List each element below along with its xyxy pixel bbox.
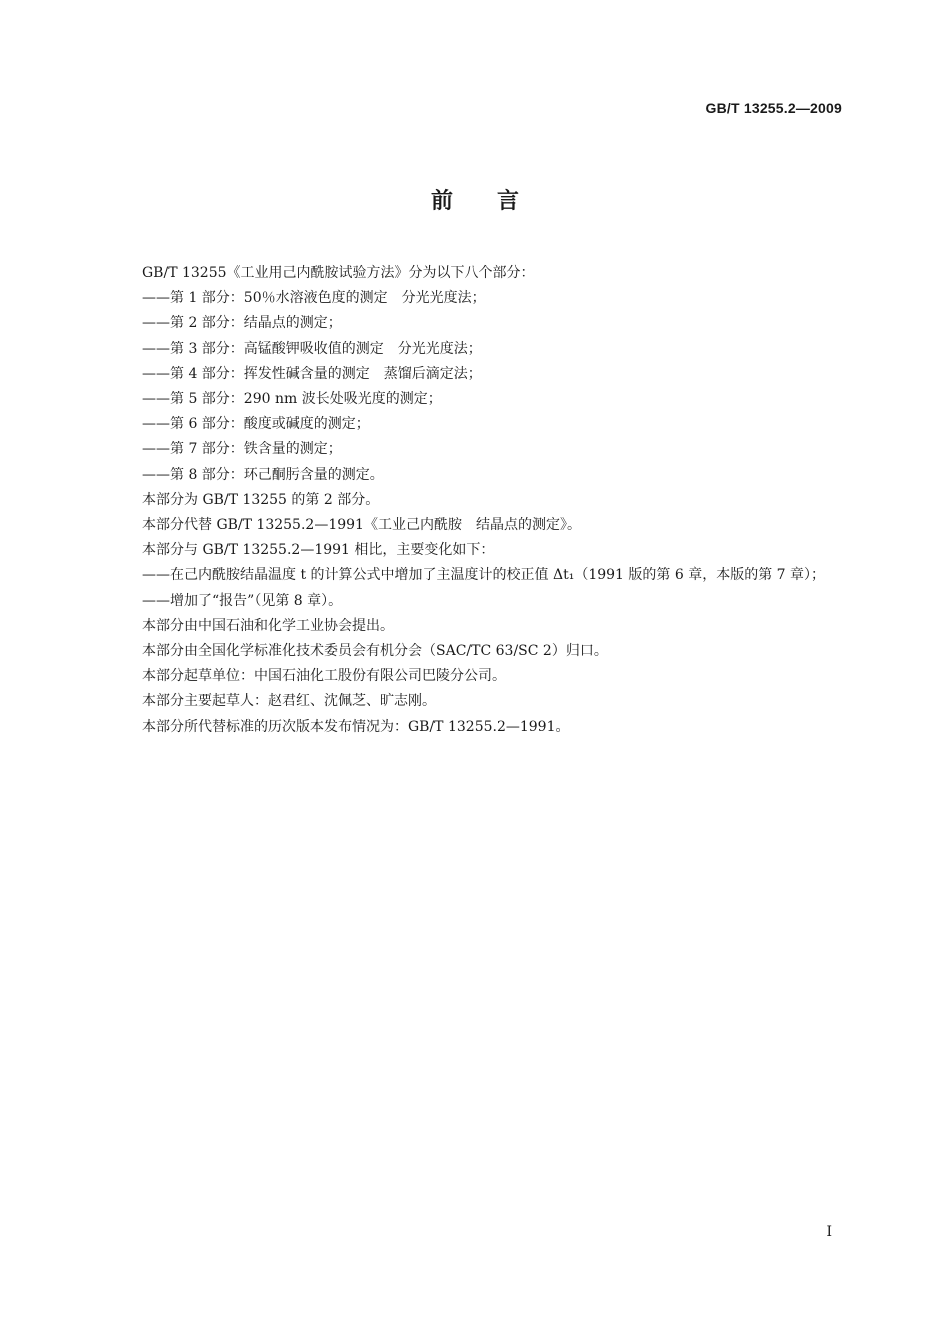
version-history: 本部分所代替标准的历次版本发布情况为：GB/T 13255.2—1991。 [142, 718, 570, 735]
part-list-item-5: ——第 5 部分：290 nm 波长处吸光度的测定； [142, 391, 442, 408]
drafters: 本部分主要起草人：赵君红、沈佩芝、旷志刚。 [142, 693, 436, 710]
change-item-2: ——增加了“报告”（见第 8 章）。 [142, 592, 343, 609]
part-list-item-7: ——第 7 部分：铁含量的测定； [142, 441, 342, 458]
standard-code: GB/T 13255.2—2009 [705, 100, 842, 116]
part-list-item-4: ——第 4 部分：挥发性碱含量的测定 蒸馏后滴定法； [142, 365, 482, 382]
page-number: I [826, 1224, 832, 1240]
part-list-item-8: ——第 8 部分：环己酮肟含量的测定。 [142, 466, 384, 483]
part-list-item-2: ——第 2 部分：结晶点的测定； [142, 315, 342, 332]
replacement-statement: 本部分代替 GB/T 13255.2—1991《工业己内酰胺 结晶点的测定》。 [142, 517, 581, 534]
changes-intro: 本部分与 GB/T 13255.2—1991 相比，主要变化如下： [142, 542, 495, 559]
page-title: 前 言 [430, 189, 519, 214]
change-item-1: ——在己内酰胺结晶温度 t 的计算公式中增加了主温度计的校正值 Δt₁（1991 版的第 6 章，本版的第 7 章）； [142, 567, 826, 584]
proposer-statement: 本部分由中国石油和化学工业协会提出。 [142, 617, 394, 634]
part-list-item-1: ——第 1 部分：50％水溶液色度的测定 分光光度法； [142, 290, 486, 307]
foreword-body [142, 261, 848, 740]
part-list-item-3: ——第 3 部分：高锰酸钾吸收值的测定 分光光度法； [142, 340, 482, 357]
part-statement: 本部分为 GB/T 13255 的第 2 部分。 [142, 491, 380, 508]
drafting-unit: 本部分起草单位：中国石油化工股份有限公司巴陵分公司。 [142, 668, 506, 685]
committee-statement: 本部分由全国化学标准化技术委员会有机分会（SAC/TC 63/SC 2）归口。 [142, 643, 608, 660]
part-list-item-6: ——第 6 部分：酸度或碱度的测定； [142, 416, 370, 433]
intro-paragraph: GB/T 13255《工业用己内酰胺试验方法》分为以下八个部分： [142, 265, 535, 281]
